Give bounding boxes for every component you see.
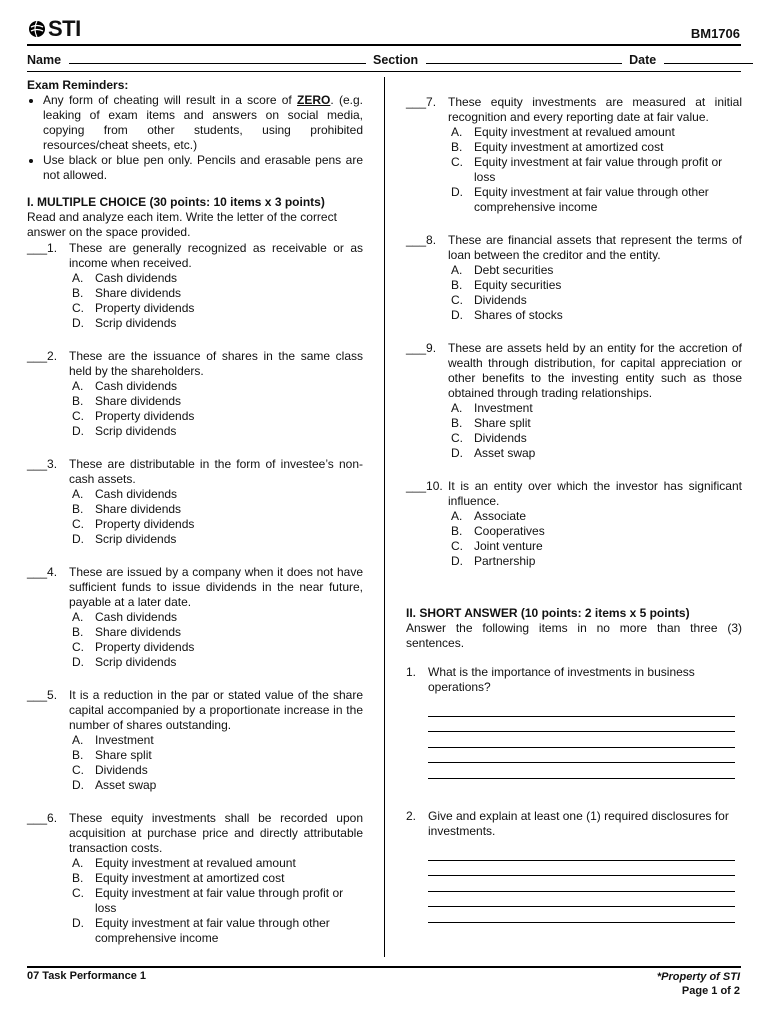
option: Share split [474,416,531,430]
reminders-title: Exam Reminders: [27,78,129,92]
option: Share dividends [95,286,182,300]
short-answer-1 [406,665,742,779]
question-3: ___3. These are distributable in the form of investee’s non-cash assets. A. Cash dividends B. Share dividends C. Property dividends D. Scrip dividends [27,457,363,546]
option: Equity investment at amortized cost [95,871,285,885]
answer-lines[interactable] [428,701,742,779]
question-stem: Give and explain at least one (1) required disclosures for investments. [428,808,729,838]
option: Scrip dividends [95,532,177,546]
answer-blank[interactable]: ___2. [27,349,58,363]
question-stem: These are the issuance of shares in the same class held by the shareholders. [69,349,363,378]
part1-instructions: Read and analyze each item. Write the letter of the correct answer on the space provided. [27,210,337,239]
footer-divider [27,966,741,968]
question-7: ___7. These equity investments are measured at initial recognition and every reporting date at fair value. A. Equity investment at revalued amount B. Equity investment at amortized cost C. Equity investment at fair value through profit or loss D. Equity investment at fair value through other comprehensive income [406,95,742,214]
answer-blank[interactable]: ___3. [27,457,58,471]
info-divider [27,71,741,72]
short-answer-2 [406,809,742,923]
option: Dividends [95,763,148,777]
header-divider [27,44,741,46]
question-stem: These are assets held by an entity for the accretion of wealth through distribution, for capital appreciation or other benefits to the investing entity such as those obtained through trading relationships. [448,341,742,400]
date-label: Date [629,53,657,67]
option: Share dividends [95,625,182,639]
option: Equity investment at amortized cost [474,140,664,154]
option: Property dividends [95,301,195,315]
question-stem: These are distributable in the form of investee’s non-cash assets. [69,457,363,486]
option: Investment [95,733,154,747]
option: Cooperatives [474,524,545,538]
part2-instructions: Answer the following items in no more than three (3) sentences. [406,621,742,650]
option: Share split [95,748,152,762]
answer-blank[interactable]: ___9. [406,341,437,355]
part2-title: II. SHORT ANSWER (10 points: 2 items x 5 points) [406,606,690,620]
section-field[interactable] [426,51,622,64]
option: Equity investment at fair value through profit or loss [95,886,344,915]
question-stem: What is the importance of investments in business operations? [428,665,695,694]
option: Investment [474,401,533,415]
option: Cash dividends [95,379,178,393]
question-6: ___6. These equity investments shall be recorded upon acquisition at purchase price and directly attributable transaction costs. A. Equity investment at revalued amount B. Equity investment at amortized cost C. Equity investment at fair value through profit or loss D. Equity investment at fair value through other comprehensive income [27,811,363,945]
option: Debt securities [474,263,554,277]
document-code: BM1706 [690,26,740,41]
question-10: ___10. It is an entity over which the investor has significant influence. A. Associate B. Cooperatives C. Joint venture D. Partnership [406,479,742,568]
option: Cash dividends [95,610,178,624]
footer-right [657,970,740,998]
option: Equity investment at revalued amount [474,125,675,139]
option: Asset swap [474,446,536,460]
answer-blank[interactable]: ___6. [27,811,58,825]
answer-blank[interactable]: ___7. [406,95,437,109]
footer-task-label: 07 Task Performance 1 [27,970,147,982]
option: Dividends [474,431,527,445]
section-label: Section [373,53,419,67]
question-9: ___9. These are assets held by an entity for the accretion of wealth through distribution, for capital appreciation or other benefits to the investing entity such as those obtained through trading relationships. A. Investment B. Share split C. Dividends D. Asset swap [406,341,742,460]
answer-blank[interactable]: ___10. [406,479,443,493]
option: Equity investment at revalued amount [95,856,296,870]
option: Equity securities [474,278,562,292]
option: Share dividends [95,394,182,408]
name-field[interactable] [69,51,366,64]
option: Cash dividends [95,271,178,285]
part1-title: I. MULTIPLE CHOICE (30 points: 10 items x 3 points) [27,195,325,209]
student-info-row [27,51,741,67]
logo-text: STI [48,16,81,41]
answer-blank[interactable]: ___1. [27,241,58,255]
option: Scrip dividends [95,316,177,330]
option: Equity investment at fair value through profit or loss [474,155,723,184]
question-stem: These equity investments shall be recorded upon acquisition at purchase price and directly attributable transaction costs. [69,811,363,855]
option: Property dividends [95,640,195,654]
question-2: ___2. These are the issuance of shares in the same class held by the shareholders. A. Cash dividends B. Share dividends C. Property dividends D. Scrip dividends [27,349,363,438]
question-number: 2. [406,808,417,823]
sti-logo [28,16,81,42]
name-label: Name [27,53,62,67]
option: Scrip dividends [95,424,177,438]
globe-icon [28,20,46,38]
zero-emphasis: ZERO [297,93,331,107]
option: Joint venture [474,539,543,553]
property-notice: *Property of STI [656,971,740,983]
question-stem: These are issued by a company when it does not have sufficient funds to issue dividends in the near future, payable at a later date. [69,565,363,609]
question-5: ___5. It is a reduction in the par or stated value of the share capital accompanied by a proportionate increase in the number of shares outstanding. A. Investment B. Share split C. Dividends D. Asset swap [27,688,363,792]
question-8: ___8. These are financial assets that represent the terms of loan between the creditor and the entity. A. Debt securities B. Equity securities C. Dividends D. Shares of stocks [406,233,742,322]
question-4: ___4. These are issued by a company when it does not have sufficient funds to issue dividends in the near future, payable at a later date. A. Cash dividends B. Share dividends C. Property dividends D. Scrip dividends [27,565,363,669]
option: Property dividends [95,409,195,423]
right-column [406,95,742,923]
answer-blank[interactable]: ___8. [406,233,437,247]
answer-blank[interactable]: ___5. [27,688,58,702]
option: Asset swap [95,778,157,792]
question-stem: It is a reduction in the par or stated value of the share capital accompanied by a proportionate increase in the number of shares outstanding. [69,688,363,732]
date-field[interactable] [664,51,753,64]
page-number: Page 1 of 2 [681,985,740,997]
question-stem: These are generally recognized as receivable or as income when received. [69,241,363,270]
answer-lines[interactable] [428,845,742,923]
left-column [27,78,363,946]
question-stem: It is an entity over which the investor has significant influence. [448,479,742,508]
question-stem: These equity investments are measured at initial recognition and every reporting date at fair value. [448,95,742,124]
option: Equity investment at fair value through other comprehensive income [474,185,709,214]
answer-blank[interactable]: ___4. [27,565,58,579]
option: Shares of stocks [474,308,563,322]
option: Scrip dividends [95,655,177,669]
option: Associate [474,509,527,523]
reminder-item: • Any form of cheating will result in a score of ZERO. (e.g. leaking of exam items and answers on social media, copying from other students, using prohibited resources/cheat sheets, etc.) [43,93,363,153]
question-number: 1. [406,665,417,679]
reminder-item: • Use black or blue pen only. Pencils and erasable pens are not allowed. [43,153,363,183]
option: Cash dividends [95,487,178,501]
option: Dividends [474,293,527,307]
option: Equity investment at fair value through other comprehensive income [95,916,330,945]
question-stem: These are financial assets that represent the terms of loan between the creditor and the entity. [448,233,742,262]
option: Share dividends [95,502,182,516]
option: Property dividends [95,517,195,531]
question-1: ___1. These are generally recognized as receivable or as income when received. A. Cash dividends B. Share dividends C. Property dividends D. Scrip dividends [27,241,363,330]
column-divider [384,77,385,957]
option: Partnership [474,554,536,568]
reminders-list [27,93,363,183]
